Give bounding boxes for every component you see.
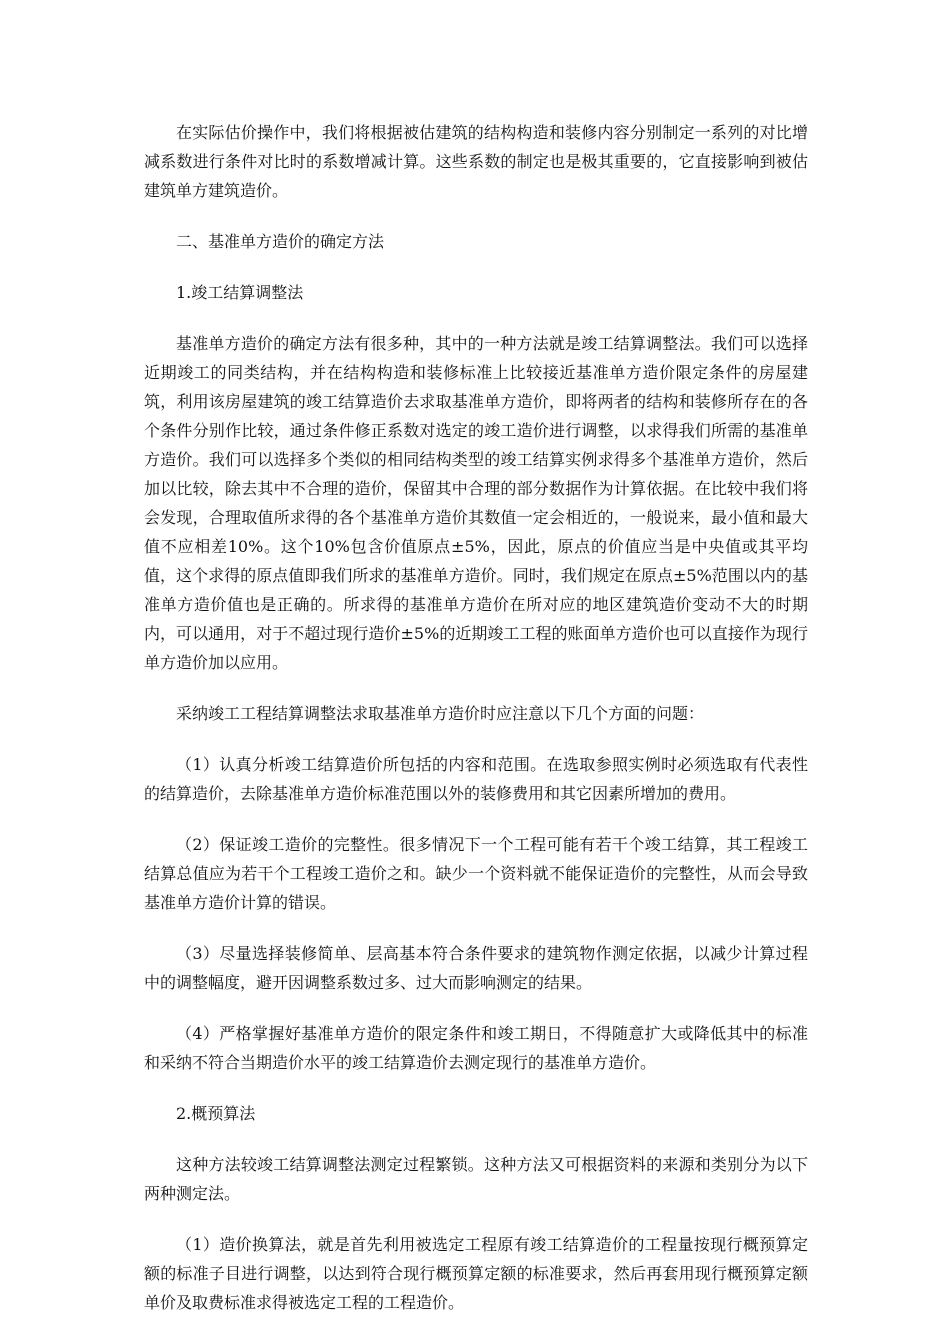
section-heading: 二、基准单方造价的确定方法 <box>176 232 385 251</box>
subsection-heading-2: 2.概预算法 <box>176 1104 256 1123</box>
paragraph-intro: 在实际估价操作中，我们将根据被估建筑的结构构造和装修内容分别制定一系列的对比增减系数进行条件对比时的系数增减计算。这些系数的制定也是极其重要的，它直接影响到被估建筑单方建筑造价。 <box>144 123 808 200</box>
subsection-heading-1: 1.竣工结算调整法 <box>176 283 304 302</box>
list-item-4: （4）严格掌握好基准单方造价的限定条件和竣工期日，不得随意扩大或降低其中的标准和采纳不符合当期造价水平的竣工结算造价去测定现行的基准单方造价。 <box>144 1024 808 1072</box>
list-item-3: （3）尽量选择装修简单、层高基本符合条件要求的建筑物作测定依据，以减少计算过程中的调整幅度，避开因调整系数过多、过大而影响测定的结果。 <box>144 944 808 992</box>
list-item-1: （1）认真分析竣工结算造价所包括的内容和范围。在选取参照实例时必须选取有代表性的结算造价，去除基准单方造价标准范围以外的装修费用和其它因素所增加的费用。 <box>144 755 808 803</box>
paragraph-budget-method: 这种方法较竣工结算调整法测定过程繁锁。这种方法又可根据资料的来源和类别分为以下两种测定法。 <box>144 1155 808 1203</box>
paragraph-considerations-intro: 采纳竣工工程结算调整法求取基准单方造价时应注意以下几个方面的问题： <box>176 704 705 723</box>
list-item-2: （2）保证竣工造价的完整性。很多情况下一个工程可能有若干个竣工结算，其工程竣工结算总值应为若干个工程竣工造价之和。缺少一个资料就不能保证造价的完整性，从而会导致基准单方造价计算的错误。 <box>144 835 808 912</box>
document-body <box>144 118 808 1317</box>
paragraph-method-description: 基准单方造价的确定方法有很多种，其中的一种方法就是竣工结算调整法。我们可以选择近期竣工的同类结构，并在结构构造和装修标准上比较接近基准单方造价限定条件的房屋建筑，利用该房屋建筑的竣工结算造价去求取基准单方造价，即将两者的结构和装修所存在的各个条件分别作比较，通过条件修正系数对选定的竣工造价进行调整，以求得我们所需的基准单方造价。我们可以选择多个类似的相同结构类型的竣工结算实例求得多个基准单方造价，然后加以比较，除去其中不合理的造价，保留其中合理的部分数据作为计算依据。在比较中我们将会发现，合理取值所求得的各个基准单方造价其数值一定会相近的，一般说来，最小值和最大值不应相差10%。这个10%包含价值原点±5%，因此，原点的价值应当是中央值或其平均值，这个求得的原点值即我们所求的基准单方造价。同时，我们规定在原点±5%范围以内的基准单方造价值也是正确的。所求得的基准单方造价在所对应的地区建筑造价变动不大的时期内，可以通用，对于不超过现行造价±5%的近期竣工工程的账面单方造价也可以直接作为现行单方造价加以应用。 <box>144 334 808 672</box>
list-item-conversion: （1）造价换算法，就是首先利用被选定工程原有竣工结算造价的工程量按现行概预算定额的标准子目进行调整，以达到符合现行概预算定额的标准要求，然后再套用现行概预算定额单价及取费标准求得被选定工程的工程造价。 <box>144 1235 808 1312</box>
